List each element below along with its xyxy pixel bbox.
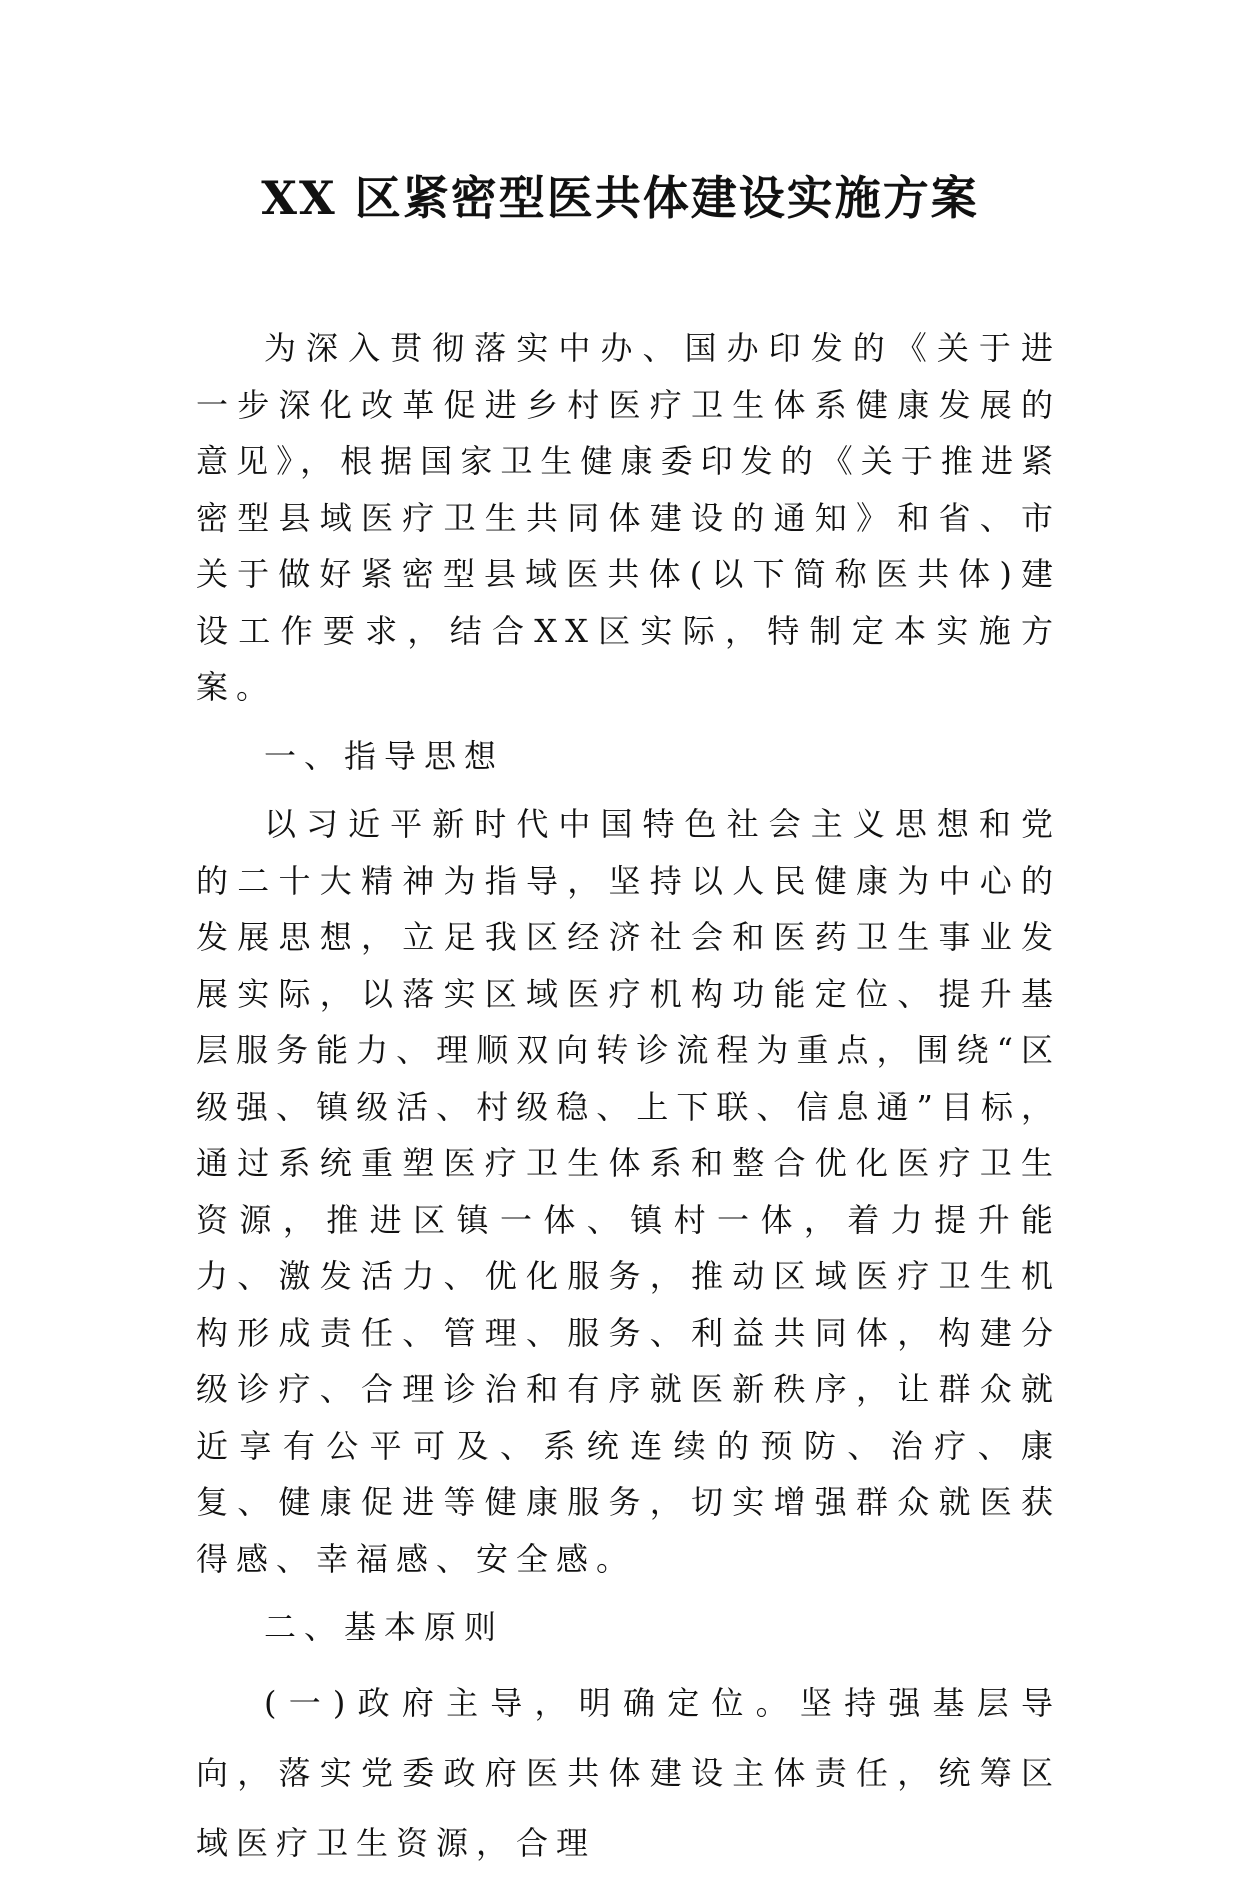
- intro-paragraph: 为深入贯彻落实中办、国办印发的《关于进一步深化改革促进乡村医疗卫生体系健康发展的意见》，根据国家卫生健康委印发的《关于推进紧密型县域医疗卫生共同体建设的通知》和省、市关于做好紧密型县域医共体(以下简称医共体)建设工作要求，结合XX区实际，特制定本实施方案。: [196, 329, 1061, 706]
- document-title: XX 区紧密型医共体建设实施方案: [261, 171, 979, 225]
- principle-one-paragraph: (一)政府主导，明确定位。坚持强基层导向，落实党委政府医共体建设主体责任，统筹区域医疗卫生资源，合理: [196, 1683, 1061, 1862]
- guiding-ideology-paragraph: 以习近平新时代中国特色社会主义思想和党的二十大精神为指导，坚持以人民健康为中心的发展思想，立足我区经济社会和医药卫生事业发展实际，以落实区域医疗机构功能定位、提升基层服务能力、理顺双向转诊流程为重点，围绕“区级强、镇级活、村级稳、上下联、信息通”目标，通过系统重塑医疗卫生体系和整合优化医疗卫生资源，推进区镇一体、镇村一体，着力提升能力、激发活力、优化服务，推动区域医疗卫生机构形成责任、管理、服务、利益共同体，构建分级诊疗、合理诊治和有序就医新秩序，让群众就近享有公平可及、系统连续的预防、治疗、康复、健康促进等健康服务，切实增强群众就医获得感、幸福感、安全感。: [196, 805, 1061, 1578]
- section-heading-basic-principles: 二、基本原则: [264, 1608, 505, 1646]
- document-body: [196, 320, 1061, 1878]
- section-heading-guiding-ideology: 一、指导思想: [264, 736, 505, 775]
